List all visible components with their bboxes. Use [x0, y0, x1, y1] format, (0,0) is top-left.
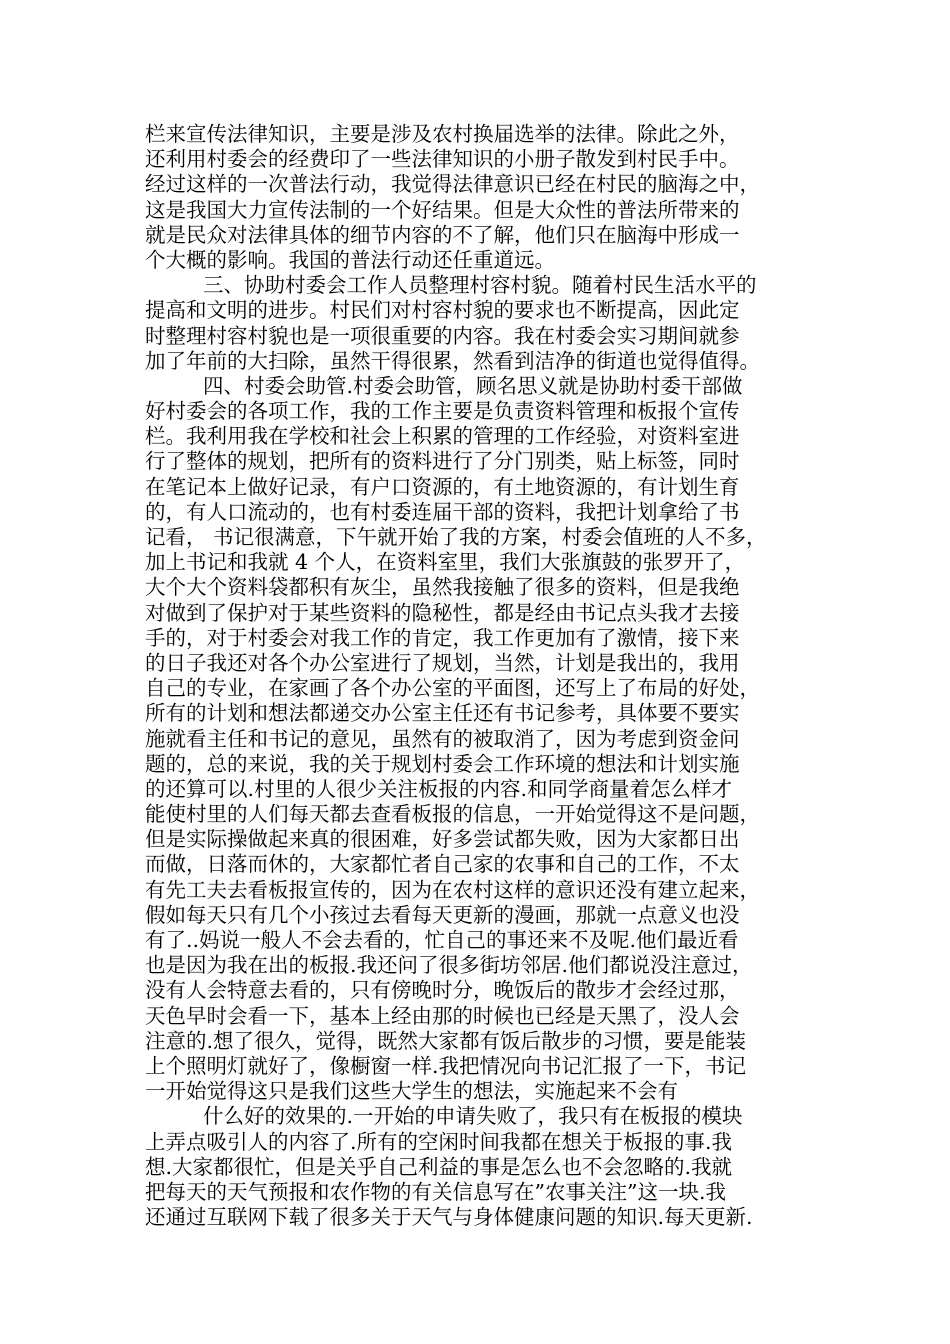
text-line: 大个大个资料袋都积有灰尘，虽然我接触了很多的资料，但是我绝	[145, 575, 740, 600]
text-line: 三、协助村委会工作人员整理村容村貌。随着村民生活水平的	[203, 273, 757, 298]
text-line: 没有人会特意去看的，只有傍晚时分，晚饭后的散步才会经过那，	[145, 978, 740, 1003]
document-body	[145, 122, 815, 1230]
text-line: 上弄点吸引人的内容了.所有的空闲时间我都在想关于板报的事.我	[145, 1129, 733, 1154]
text-line: 把每天的天气预报和农作物的有关信息写在”农事关注”这一块.我	[145, 1179, 726, 1204]
text-line: 假如每天只有几个小孩过去看每天更新的漫画，那就一点意义也没	[145, 902, 740, 927]
text-line: 经过这样的一次普法行动，我觉得法律意识已经在村民的脑海之中，	[145, 172, 760, 197]
text-line: 还通过互联网下载了很多关于天气与身体健康问题的知识.每天更新.	[145, 1205, 753, 1230]
text-line: 所有的计划和想法都递交办公室主任还有书记参考，具体要不要实	[145, 701, 740, 726]
text-line: 的，有人口流动的，也有村委连届干部的资料，我把计划拿给了书	[145, 499, 740, 524]
text-line: 上个照明灯就好了，像橱窗一样.我把情况向书记汇报了一下，书记	[145, 1053, 747, 1078]
text-line: 还利用村委会的经费印了一些法律知识的小册子散发到村民手中。	[145, 147, 740, 172]
text-line: 加了年前的大扫除，虽然干得很累，然看到洁净的街道也觉得值得。	[145, 348, 760, 373]
text-line: 好村委会的各项工作，我的工作主要是负责资料管理和板报个宣传	[145, 399, 740, 424]
text-line: 就是民众对法律具体的细节内容的不了解，他们只在脑海中形成一	[145, 222, 740, 247]
text-line: 也是因为我在出的板报.我还问了很多街坊邻居.他们都说没注意过，	[145, 953, 753, 978]
text-line: 想.大家都很忙，但是关乎自己利益的事是怎么也不会忽略的.我就	[145, 1154, 733, 1179]
text-line: 时整理村容村貌也是一项很重要的内容。我在村委会实习期间就参	[145, 323, 740, 348]
text-line: 这是我国大力宣传法制的一个好结果。但是大众性的普法所带来的	[145, 197, 740, 222]
text-line: 的日子我还对各个办公室进行了规划，当然，计划是我出的，我用	[145, 650, 740, 675]
text-line: 四、村委会助管.村委会助管，顾名思义就是协助村委干部做	[203, 373, 743, 398]
text-line: 对做到了保护对于某些资料的隐秘性，都是经由书记点头我才去接	[145, 600, 740, 625]
text-line: 加上书记和我就 4 个人，在资料室里，我们大张旗鼓的张罗开了，	[145, 550, 746, 575]
text-line: 提高和文明的进步。村民们对村容村貌的要求也不断提高，因此定	[145, 298, 740, 323]
text-line: 行了整体的规划，把所有的资料进行了分门别类，贴上标签，同时	[145, 449, 740, 474]
text-line: 题的，总的来说，我的关于规划村委会工作环境的想法和计划实施	[145, 751, 740, 776]
text-line: 而做，日落而休的，大家都忙者自己家的农事和自己的工作，不太	[145, 852, 740, 877]
text-line: 但是实际操做起来真的很困难，好多尝试都失败，因为大家都日出	[145, 827, 740, 852]
text-line: 栏。我利用我在学校和社会上积累的管理的工作经验，对资料室进	[145, 424, 740, 449]
text-line: 有了..妈说一般人不会去看的，忙自己的事还来不及呢.他们最近看	[145, 928, 739, 952]
text-line: 一开始觉得这只是我们这些大学生的想法，实施起来不会有	[145, 1079, 678, 1104]
text-line: 手的，对于村委会对我工作的肯定，我工作更加有了激情，接下来	[145, 625, 740, 650]
text-line: 栏来宣传法律知识，主要是涉及农村换届选举的法律。除此之外，	[145, 122, 740, 146]
text-line: 在笔记本上做好记录，有户口资源的，有土地资源的，有计划生育	[145, 474, 740, 499]
text-line: 记看， 书记很满意，下午就开始了我的方案，村委会值班的人不多，	[145, 525, 767, 549]
text-line: 的还算可以.村里的人很少关注板报的内容.和同学商量着怎么样才	[145, 776, 733, 801]
text-line: 注意的.想了很久，觉得，既然大家都有饭后散步的习惯，要是能装	[145, 1028, 747, 1053]
text-line: 自己的专业，在家画了各个办公室的平面图，还写上了布局的好处，	[145, 676, 760, 701]
text-line: 有先工夫去看板报宣传的，因为在农村这样的意识还没有建立起来，	[145, 877, 760, 902]
text-line: 能使村里的人们每天都去查看板报的信息，一开始觉得这不是问题，	[145, 802, 760, 827]
text-line: 什么好的效果的.一开始的申请失败了，我只有在板报的模块	[203, 1104, 743, 1129]
document-page	[145, 122, 815, 1230]
text-line: 天色早时会看一下，基本上经由那的时候也已经是天黑了，没人会	[145, 1003, 740, 1028]
text-line: 个大概的影响。我国的普法行动还任重道远。	[145, 247, 555, 272]
text-line: 施就看主任和书记的意见，虽然有的被取消了，因为考虑到资金问	[145, 726, 740, 751]
